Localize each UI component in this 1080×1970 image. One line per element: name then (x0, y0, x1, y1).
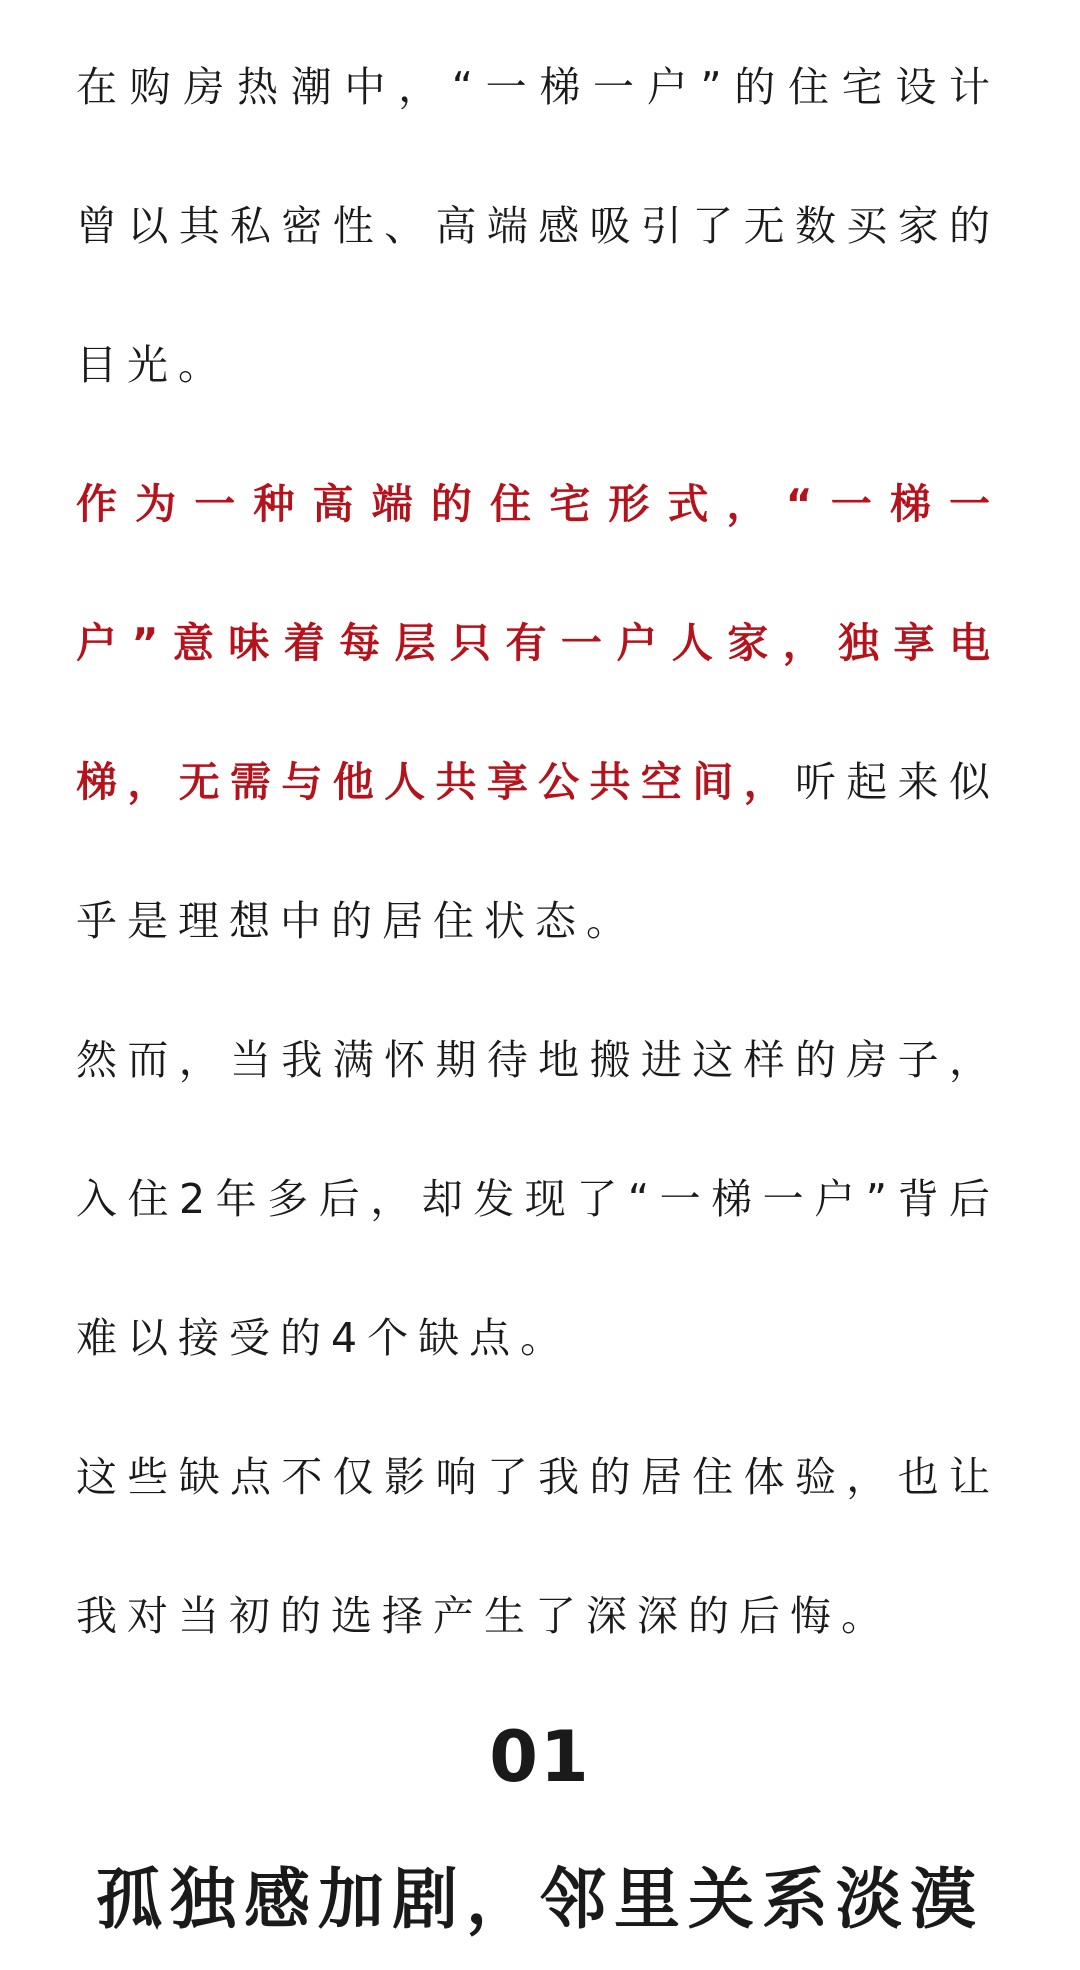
article-body (76, 0, 1000, 1686)
paragraph-text: 然而，当我满怀期待地搬进这样的房子，入住2年多后，却发现了“一梯一户”背后难以接受的4个缺点。 (76, 1036, 1000, 1362)
paragraph-text: 这些缺点不仅影响了我的居住体验，也让我对当初的选择产生了深深的后悔。 (76, 1453, 1000, 1640)
paragraph-text: 听起来似乎是理想中的居住状态。 (76, 758, 1001, 945)
section-title: 孤独感加剧，邻里关系淡漠 (96, 1861, 984, 1938)
section-number: 01 (489, 1716, 591, 1798)
paragraph-definition (76, 435, 1000, 991)
highlighted-text: 作为一种高端的住宅形式，“一梯一户”意味着每层只有一户人家，独享电梯，无需与他人共享公共空间， (76, 480, 1000, 806)
paragraph-intro (76, 18, 1000, 435)
paragraph-regret (76, 1408, 1000, 1686)
paragraph-text: 在购房热潮中，“一梯一户”的住宅设计曾以其私密性、高端感吸引了无数买家的目光。 (76, 63, 1000, 389)
paragraph-experience (76, 991, 1000, 1408)
